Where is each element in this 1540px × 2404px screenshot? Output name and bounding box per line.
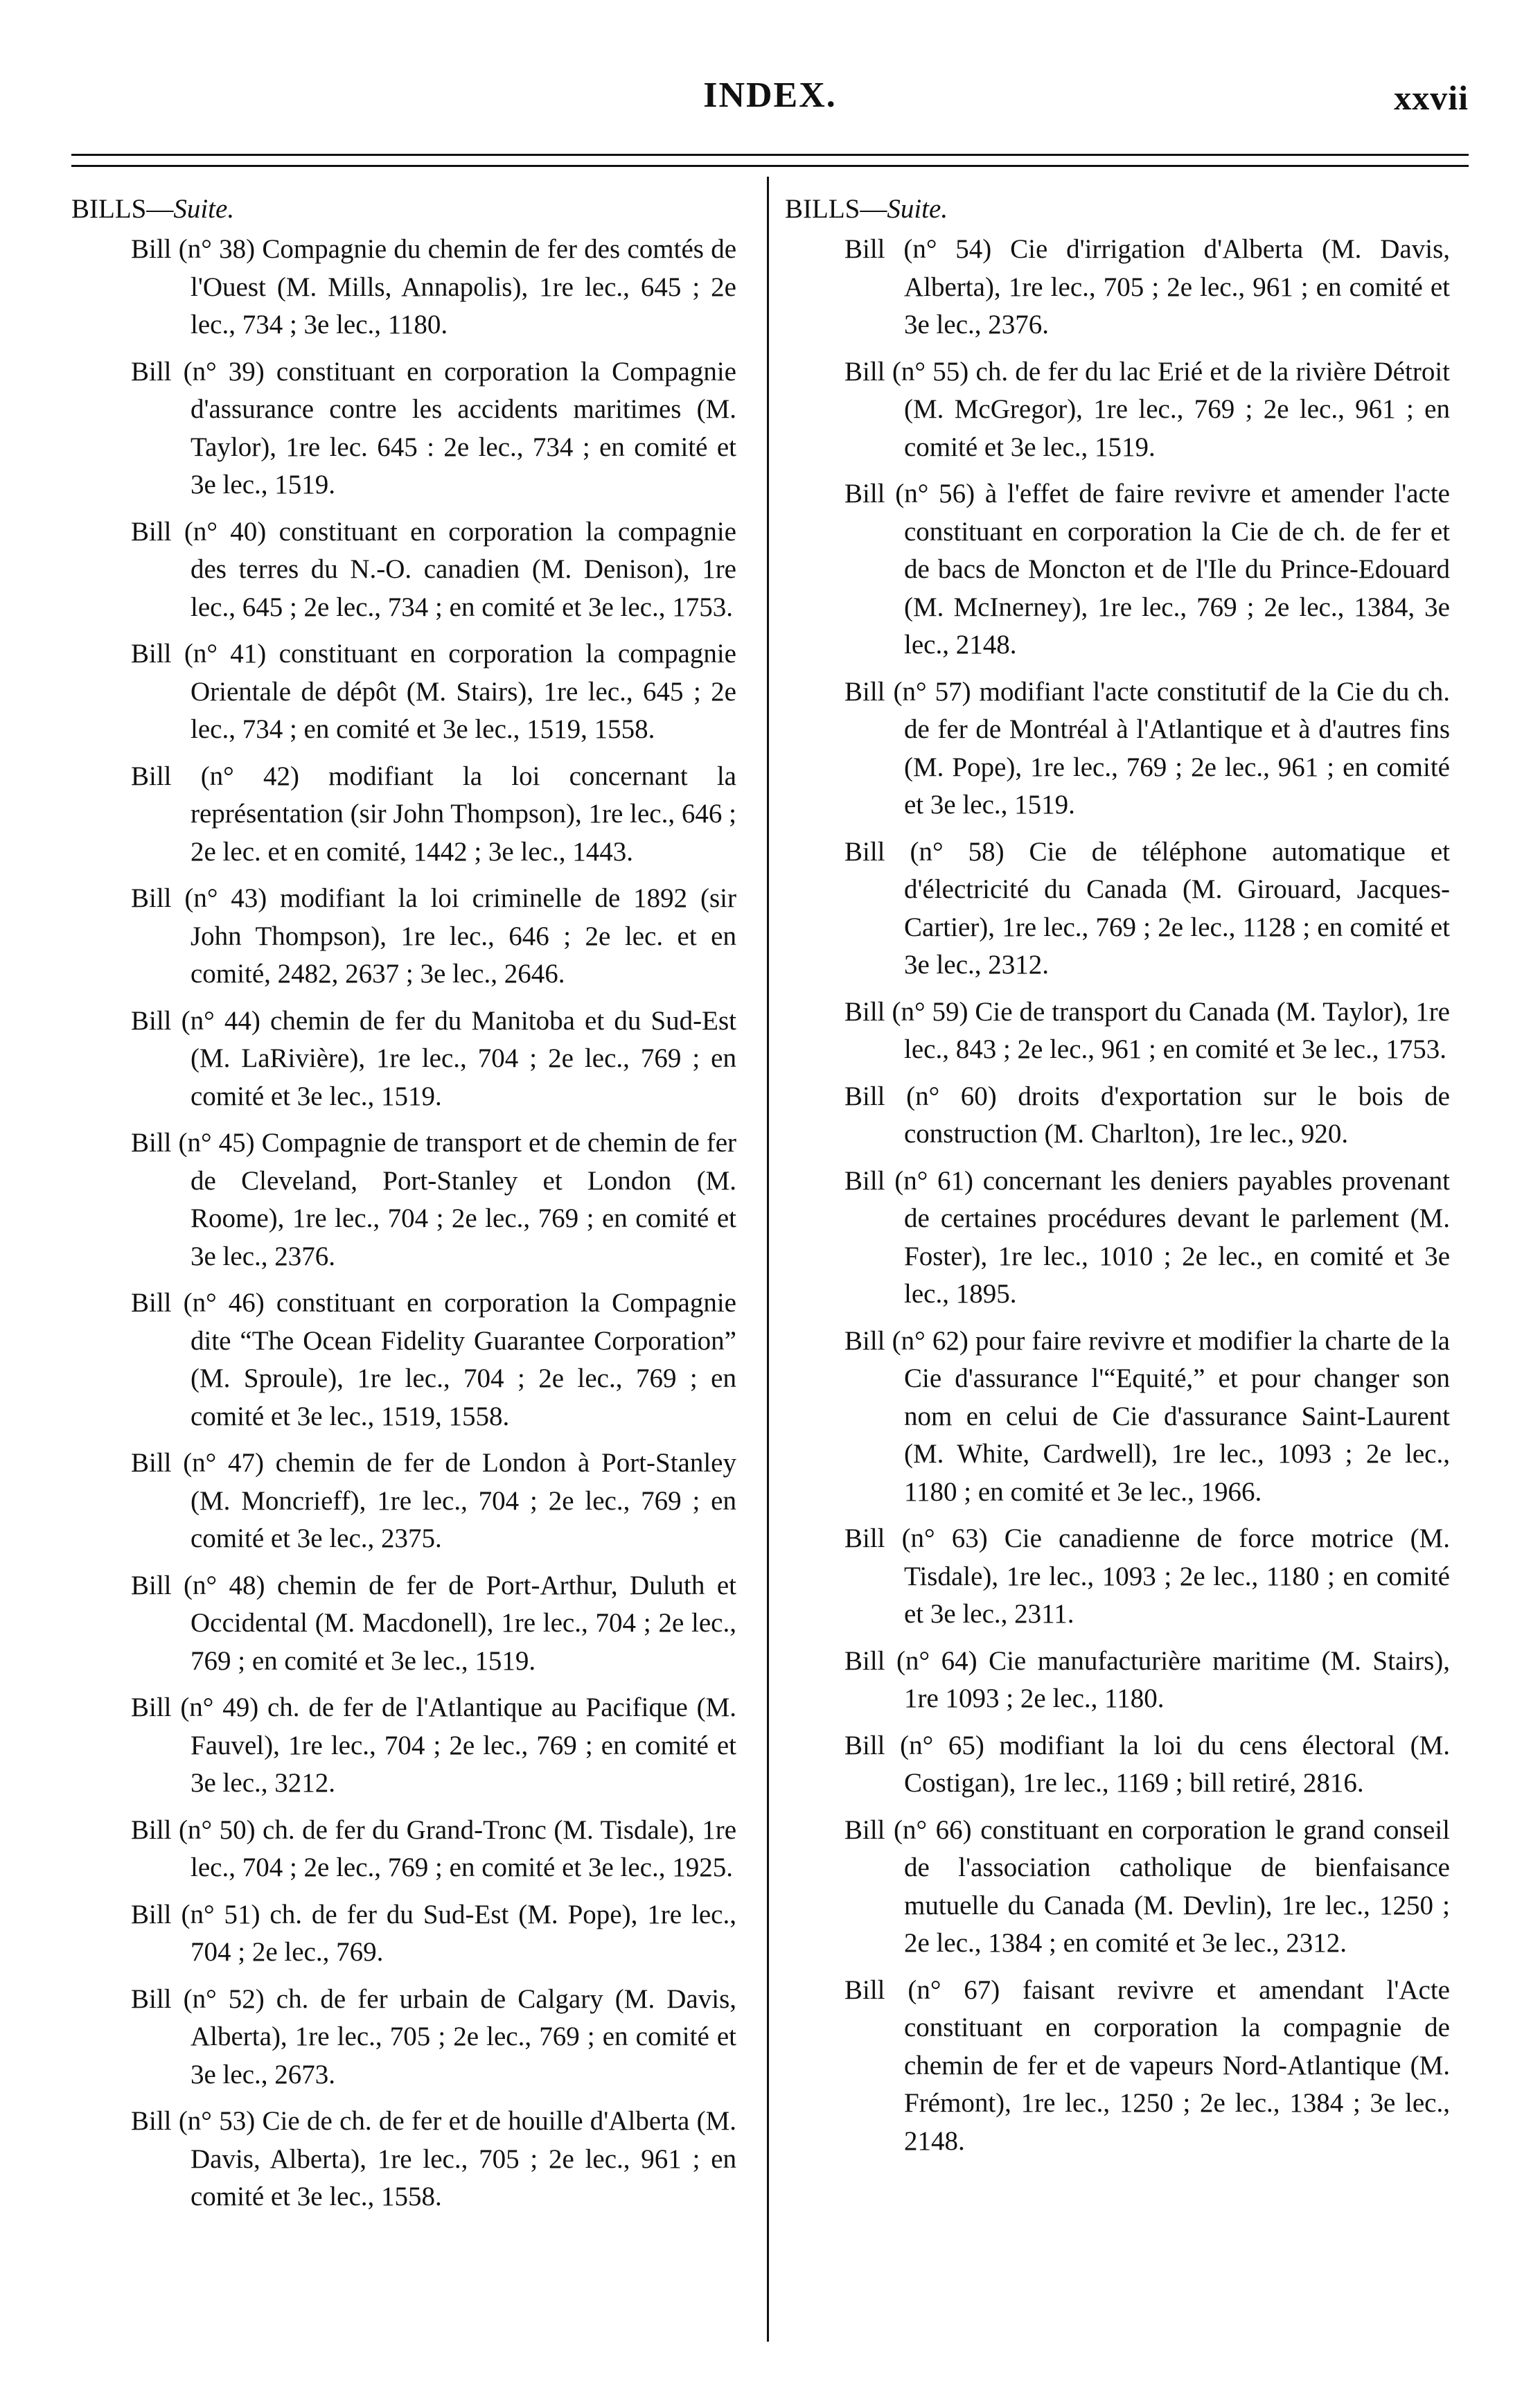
page-number: xxvii	[1394, 78, 1469, 117]
index-entry: Bill (n° 48) chemin de fer de Port-Arthur, Duluth et Occidental (M. Macdonell), 1re lec., 704 ; 2e lec., 769 ; en comité et 3e lec., 1519.	[131, 1570, 736, 1676]
index-entry: Bill (n° 62) pour faire revivre et modifier la charte de la Cie d'assurance l'“Equité,” et pour changer son nom en celui de Cie d'assurance Saint-Laurent (M. White, Cardwell), 1re lec., 1093 ; 2e lec., 1180 ; en comité et 3e lec., 1966.	[844, 1325, 1450, 1507]
index-entry: Bill (n° 44) chemin de fer du Manitoba et du Sud-Est (M. LaRivière), 1re lec., 704 ; 2e lec., 769 ; en comité et 3e lec., 1519.	[131, 1005, 736, 1111]
index-entry: Bill (n° 43) modifiant la loi criminelle de 1892 (sir John Thompson), 1re lec., 646 ; 2e lec. et en comité, 2482, 2637 ; 3e lec., 2646.	[131, 883, 736, 989]
index-entry: Bill (n° 42) modifiant la loi concernant la représentation (sir John Thompson), 1re lec., 646 ; 2e lec. et en comité, 1442 ; 3e lec., 1443.	[131, 761, 736, 867]
index-entry: Bill (n° 60) droits d'exportation sur le bois de construction (M. Charlton), 1re lec., 920.	[844, 1081, 1450, 1149]
index-entry: Bill (n° 59) Cie de transport du Canada (M. Taylor), 1re lec., 843 ; 2e lec., 961 ; en comité et 3e lec., 1753.	[844, 996, 1450, 1064]
index-entry: Bill (n° 38) Compagnie du chemin de fer des comtés de l'Ouest (M. Mills, Annapolis), 1re lec., 645 ; 2e lec., 734 ; 3e lec., 1180.	[131, 234, 736, 339]
index-entry: Bill (n° 41) constituant en corporation la compagnie Orientale de dépôt (M. Stairs), 1re lec., 645 ; 2e lec., 734 ; en comité et 3e lec., 1519, 1558.	[131, 639, 736, 744]
section-heading-left	[71, 191, 736, 228]
index-entry: Bill (n° 45) Compagnie de transport et de chemin de fer de Cleveland, Port-Stanley et London (M. Roome), 1re lec., 704 ; 2e lec., 769 ; en comité et 3e lec., 2376.	[131, 1128, 736, 1271]
right-column	[785, 191, 1450, 2169]
column-divider	[767, 177, 769, 2342]
section-prefix: BILLS—	[785, 194, 887, 224]
entries-left	[71, 231, 736, 2216]
page-title: INDEX.	[703, 76, 837, 115]
index-entry: Bill (n° 55) ch. de fer du lac Erié et de la rivière Détroit (M. McGregor), 1re lec., 769 ; 2e lec., 961 ; en comité et 3e lec., 1519.	[844, 356, 1450, 462]
index-entry: Bill (n° 67) faisant revivre et amendant l'Acte constituant en corporation la compagnie de chemin de fer et de vapeurs Nord-Atlantique (M. Frémont), 1re lec., 1250 ; 2e lec., 1384 ; 3e lec., 2148.	[844, 1974, 1450, 2156]
section-suffix: Suite.	[173, 194, 235, 224]
left-column	[71, 191, 736, 2225]
entries-right	[785, 231, 1450, 2160]
index-entry: Bill (n° 61) concernant les deniers payables provenant de certaines procédures devant le parlement (M. Foster), 1re lec., 1010 ; 2e lec., en comité et 3e lec., 1895.	[844, 1165, 1450, 1309]
index-entry: Bill (n° 53) Cie de ch. de fer et de houille d'Alberta (M. Davis, Alberta), 1re lec., 705 ; 2e lec., 961 ; en comité et 3e lec., 1558.	[131, 2106, 736, 2211]
section-heading-right	[785, 191, 1450, 228]
header-rule-bottom	[71, 165, 1469, 167]
index-entry: Bill (n° 39) constituant en corporation la Compagnie d'assurance contre les accidents maritimes (M. Taylor), 1re lec. 645 : 2e lec., 734 ; en comité et 3e lec., 1519.	[131, 356, 736, 500]
section-prefix: BILLS—	[71, 194, 174, 224]
index-entry: Bill (n° 50) ch. de fer du Grand-Tronc (M. Tisdale), 1re lec., 704 ; 2e lec., 769 ; en comité et 3e lec., 1925.	[131, 1814, 736, 1882]
index-entry: Bill (n° 63) Cie canadienne de force motrice (M. Tisdale), 1re lec., 1093 ; 2e lec., 1180 ; en comité et 3e lec., 2311.	[844, 1523, 1450, 1629]
index-entry: Bill (n° 47) chemin de fer de London à Port-Stanley (M. Moncrieff), 1re lec., 704 ; 2e lec., 769 ; en comité et 3e lec., 2375.	[131, 1448, 736, 1553]
index-entry: Bill (n° 54) Cie d'irrigation d'Alberta (M. Davis, Alberta), 1re lec., 705 ; 2e lec., 961 ; en comité et 3e lec., 2376.	[844, 234, 1450, 339]
index-entry: Bill (n° 65) modifiant la loi du cens électoral (M. Costigan), 1re lec., 1169 ; bill retiré, 2816.	[844, 1730, 1450, 1798]
index-entry: Bill (n° 57) modifiant l'acte constitutif de la Cie du ch. de fer de Montréal à l'Atlantique et à d'autres fins (M. Pope), 1re lec., 769 ; 2e lec., 961 ; en comité et 3e lec., 1519.	[844, 676, 1450, 820]
index-entry: Bill (n° 56) à l'effet de faire revivre et amender l'acte constituant en corporation la Cie de ch. de fer et de bacs de Moncton et de l'Ile du Prince-Edouard (M. McInerney), 1re lec., 769 ; 2e lec., 1384, 3e lec., 2148.	[844, 479, 1450, 660]
section-suffix: Suite.	[887, 194, 948, 224]
index-entry: Bill (n° 52) ch. de fer urbain de Calgary (M. Davis, Alberta), 1re lec., 705 ; 2e lec., 769 ; en comité et 3e lec., 2673.	[131, 1983, 736, 2089]
index-entry: Bill (n° 51) ch. de fer du Sud-Est (M. Pope), 1re lec., 704 ; 2e lec., 769.	[131, 1899, 736, 1967]
index-entry: Bill (n° 66) constituant en corporation le grand conseil de l'association catholique de bienfaisance mutuelle du Canada (M. Devlin), 1re lec., 1250 ; 2e lec., 1384 ; en comité et 3e lec., 2312.	[844, 1814, 1450, 1958]
index-entry: Bill (n° 49) ch. de fer de l'Atlantique au Pacifique (M. Fauvel), 1re lec., 704 ; 2e lec., 769 ; en comité et 3e lec., 3212.	[131, 1692, 736, 1798]
index-entry: Bill (n° 64) Cie manufacturière maritime (M. Stairs), 1re 1093 ; 2e lec., 1180.	[844, 1645, 1450, 1713]
header-rule-top	[71, 154, 1469, 156]
index-entry: Bill (n° 58) Cie de téléphone automatique et d'électricité du Canada (M. Girouard, Jacques-Cartier), 1re lec., 769 ; 2e lec., 1128 ; en comité et 3e lec., 2312.	[844, 836, 1450, 980]
page-header	[0, 75, 1540, 123]
index-entry: Bill (n° 40) constituant en corporation la compagnie des terres du N.-O. canadien (M. Denison), 1re lec., 645 ; 2e lec., 734 ; en comité et 3e lec., 1753.	[131, 516, 736, 622]
index-entry: Bill (n° 46) constituant en corporation la Compagnie dite “The Ocean Fidelity Guarantee Corporation” (M. Sproule), 1re lec., 704 ; 2e lec., 769 ; en comité et 3e lec., 1519, 1558.	[131, 1288, 736, 1431]
